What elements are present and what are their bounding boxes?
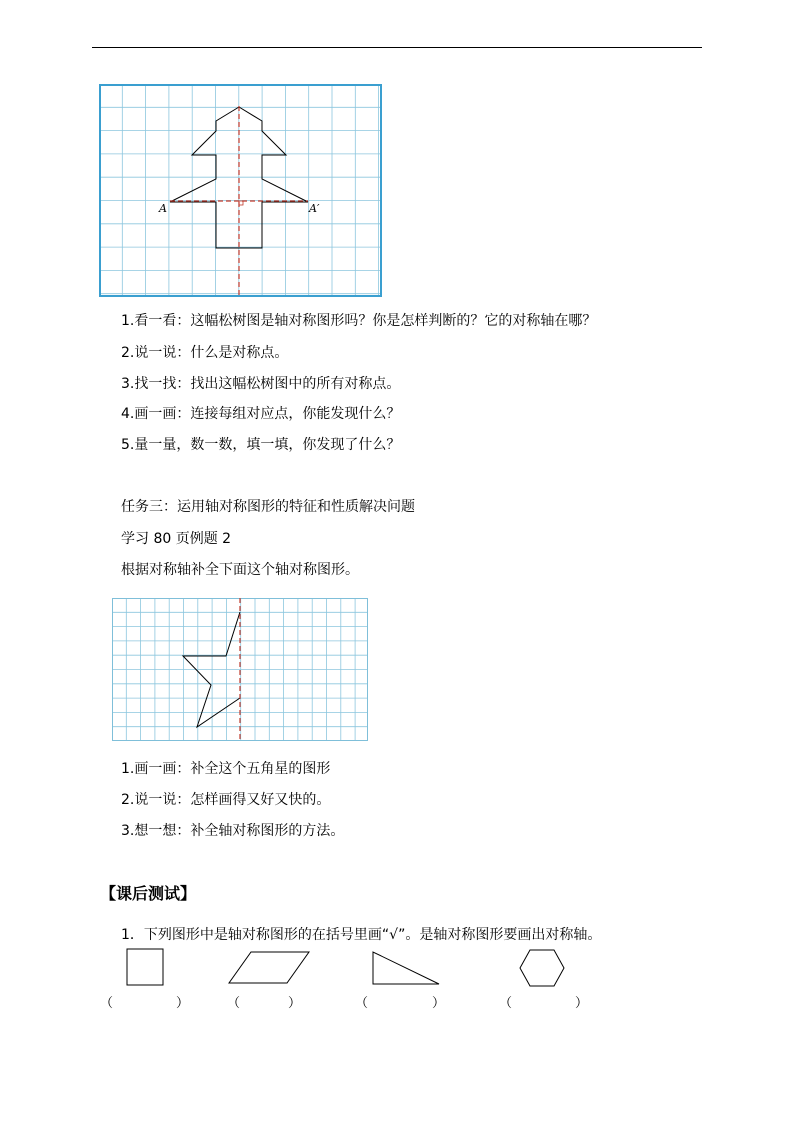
right-triangle-shape <box>371 950 443 988</box>
section2-item-1: 1.画一画：补全这个五角星的图形 <box>121 761 331 777</box>
answer-paren-close-4: ） <box>575 996 589 1011</box>
pine-tree-grid-figure <box>99 84 382 297</box>
point-a-prime-label: A′ <box>309 202 320 215</box>
star-grid-figure <box>112 598 368 741</box>
answer-paren-open-4: （ <box>499 996 513 1011</box>
answer-paren-open-2: （ <box>227 996 241 1011</box>
test-question-1: 1．下列图形中是轴对称图形的在括号里画“√”。是轴对称图形要画出对称轴。 <box>121 927 602 943</box>
right-angle-mark <box>239 201 243 205</box>
answer-paren-open-1: （ <box>100 996 114 1011</box>
section1-item-5: 5.量一量，数一数，填一填，你发现了什么？ <box>121 437 401 453</box>
task3-title: 任务三：运用轴对称图形的特征和性质解决问题 <box>121 499 415 515</box>
section1-item-1: 1.看一看：这幅松树图是轴对称图形吗？你是怎样判断的？它的对称轴在哪？ <box>121 313 597 329</box>
parallelogram-shape <box>227 950 311 986</box>
square-shape <box>126 948 166 988</box>
half-star-svg <box>112 598 368 741</box>
section2-item-2: 2.说一说：怎样画得又好又快的。 <box>121 792 331 808</box>
grid-border <box>100 85 381 296</box>
post-class-test-heading: 【课后测试】 <box>100 884 197 903</box>
section1-item-2: 2.说一说：什么是对称点。 <box>121 345 289 361</box>
section2-item-3: 3.想一想：补全轴对称图形的方法。 <box>121 823 345 839</box>
answer-paren-close-3: ） <box>432 996 446 1011</box>
header-rule <box>92 47 702 48</box>
answer-paren-open-3: （ <box>355 996 369 1011</box>
answer-paren-close-1: ） <box>176 996 190 1011</box>
point-a-label: A <box>159 202 167 215</box>
section1-item-3: 3.找一找：找出这幅松树图中的所有对称点。 <box>121 376 401 392</box>
task3-instruction: 根据对称轴补全下面这个轴对称图形。 <box>121 562 359 578</box>
task3-subtitle: 学习 80 页例题 2 <box>121 531 232 547</box>
hexagon-shape <box>518 948 568 990</box>
answer-paren-close-2: ） <box>288 996 302 1011</box>
section1-item-4: 4.画一画：连接每组对应点，你能发现什么？ <box>121 406 401 422</box>
pine-tree-svg <box>99 84 382 297</box>
